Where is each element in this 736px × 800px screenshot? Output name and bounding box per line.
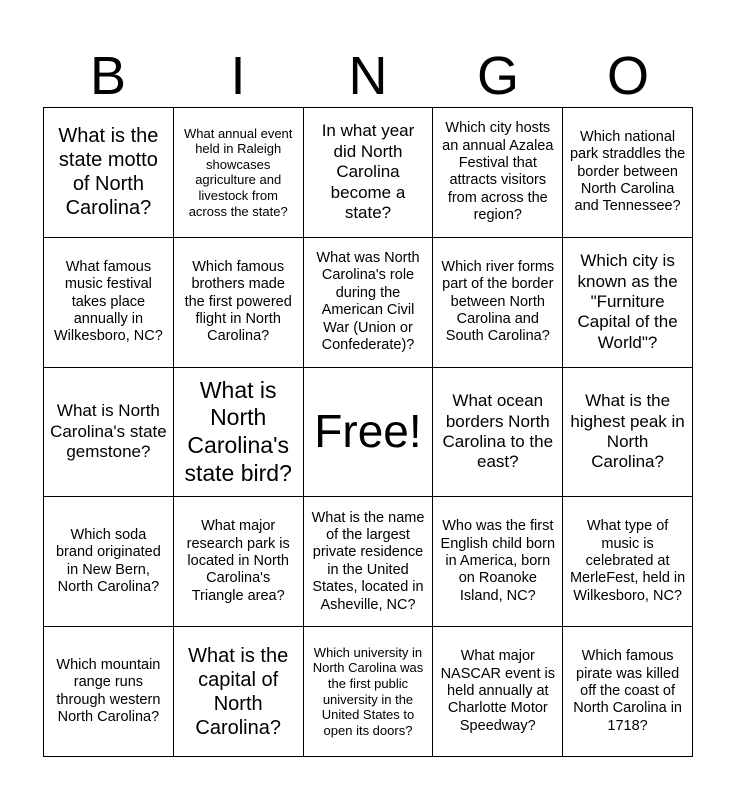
cell-text: What famous music festival takes place annually in Wilkesboro, NC?	[54, 258, 163, 345]
bingo-cell[interactable]	[44, 108, 174, 238]
header-letter-b: B	[89, 46, 127, 106]
bingo-cell[interactable]	[563, 108, 693, 238]
bingo-cell[interactable]	[44, 238, 174, 368]
bingo-cell[interactable]	[304, 627, 434, 757]
bingo-cell[interactable]	[174, 108, 304, 238]
cell-text: Which famous pirate was killed off the coast of North Carolina in 1718?	[573, 648, 682, 734]
bingo-cell[interactable]	[433, 108, 563, 238]
bingo-cell[interactable]	[304, 108, 434, 238]
cell-text: Which river forms part of the border between North Carolina and South Carolina?	[441, 258, 555, 345]
bingo-cell[interactable]	[304, 497, 434, 627]
cell-text: Which soda brand originated in New Bern, North Carolina?	[55, 527, 161, 596]
bingo-cell[interactable]	[433, 368, 563, 498]
bingo-cell[interactable]	[433, 238, 563, 368]
cell-text: What is the highest peak in North Carolina?	[570, 391, 685, 472]
bingo-cell[interactable]	[44, 627, 174, 757]
bingo-cell[interactable]	[563, 368, 693, 498]
bingo-cell[interactable]	[174, 238, 304, 368]
cell-text: What was North Carolina's role during the American Civil War (Union or Confederate)?	[316, 250, 420, 353]
bingo-card-grid	[43, 107, 693, 757]
header-letter-n: N	[348, 46, 388, 106]
cell-text: What is the state motto of North Carolina?	[58, 125, 159, 220]
cell-text: What is the capital of North Carolina?	[188, 644, 289, 739]
cell-text: Which city is known as the "Furniture Capital of the World"?	[577, 251, 678, 352]
cell-text: What ocean borders North Carolina to the east?	[442, 391, 554, 472]
cell-text: Which city hosts an annual Azalea Festival that attracts visitors from across the region?	[442, 120, 554, 224]
cell-text: Which famous brothers made the first powered flight in North Carolina?	[184, 258, 292, 345]
bingo-cell[interactable]	[563, 497, 693, 627]
cell-text: What is North Carolina's state bird?	[184, 376, 292, 486]
cell-text: What is the name of the largest private residence in the United States, located in Asheville, NC?	[311, 509, 425, 613]
cell-text: Who was the first English child born in America, born on Roanoke Island, NC?	[440, 518, 556, 604]
cell-text: What major research park is located in North Carolina's Triangle area?	[186, 518, 290, 604]
bingo-cell[interactable]	[433, 497, 563, 627]
cell-text: What annual event held in Raleigh showcases agriculture and livestock from across the state?	[183, 125, 293, 219]
cell-text: What type of music is celebrated at MerleFest, held in Wilkesboro, NC?	[569, 518, 686, 604]
bingo-cell[interactable]	[563, 627, 693, 757]
free-space-label: Free!	[314, 405, 422, 458]
bingo-cell[interactable]	[174, 627, 304, 757]
free-space[interactable]	[304, 368, 434, 498]
bingo-cell[interactable]	[304, 238, 434, 368]
header-letter-i: I	[230, 46, 246, 106]
bingo-header	[43, 44, 693, 108]
cell-text: What major NASCAR event is held annually at Charlotte Motor Speedway?	[440, 648, 555, 734]
bingo-cell[interactable]	[563, 238, 693, 368]
bingo-cell[interactable]	[44, 497, 174, 627]
cell-text: Which university in North Carolina was the first public university in the United States to open its doors?	[312, 644, 424, 738]
header-letter-o: O	[606, 46, 649, 106]
cell-text: What is North Carolina's state gemstone?	[50, 401, 167, 462]
bingo-cell[interactable]	[174, 368, 304, 498]
bingo-cell[interactable]	[433, 627, 563, 757]
bingo-cell[interactable]	[44, 368, 174, 498]
cell-text: In what year did North Carolina become a state?	[321, 121, 415, 222]
cell-text: Which national park straddles the border between North Carolina and Tennessee?	[569, 128, 686, 215]
bingo-cell[interactable]	[174, 497, 304, 627]
header-letter-g: G	[476, 46, 519, 106]
cell-text: Which mountain range runs through western North Carolina?	[56, 656, 161, 725]
